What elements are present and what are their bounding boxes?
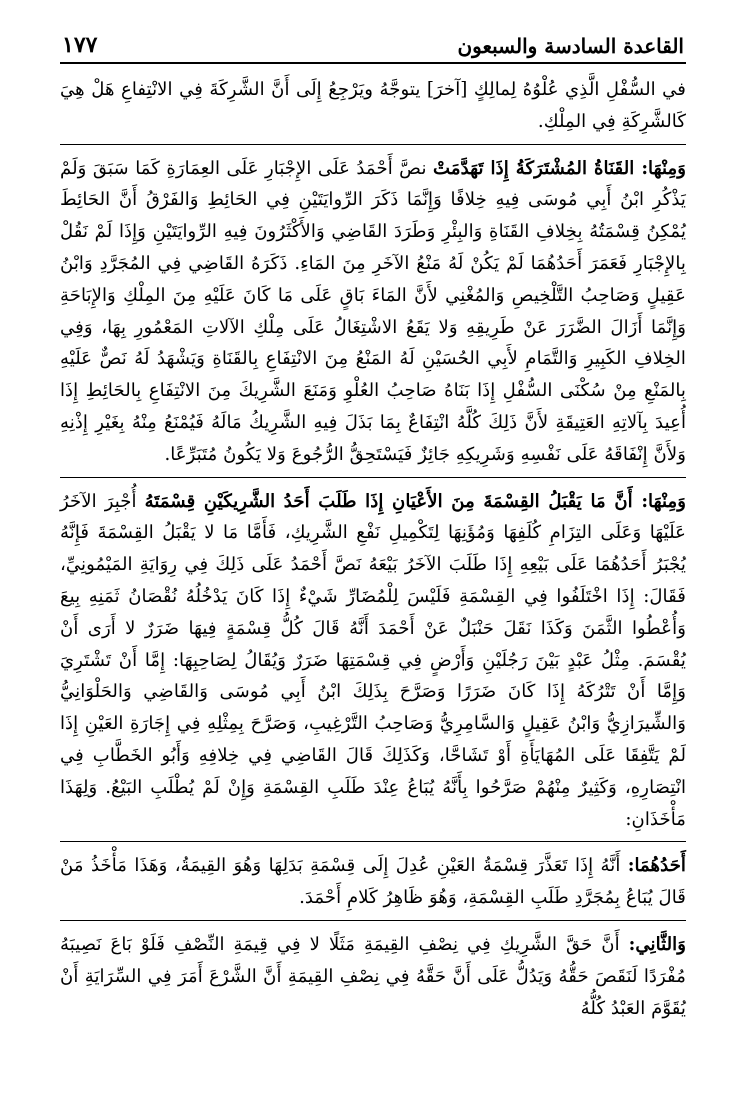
paragraph-text: أَنَّ حَقَّ الشَّرِيكِ فِي نِصْفِ القِيمَةِ مَثَلًا لا فِي قِيمَةِ النِّصْفِ فَلَوْ بَاعَ نَصِيبَهُ مُفْرَدًا لَنَقَصَ حَقُّهُ وَيَدُلُّ عَلَى أَنَّ حَقَّهُ فِي نِصْفِ القِيمَةِ أَنَّ الشَّرْعَ أَمَرَ فِي السِّرَايَةِ أَنْ يُقَوَّمَ العَبْدُ كُلُّهُ xyxy=(60,933,686,1019)
paragraph-text: نصَّ أَحْمَدُ عَلَى الإِجْبَارِ عَلَى العِمَارَةِ كَمَا سَبَقَ وَلَمْ يَذْكُرِ ابْنُ أَبِي مُوسَى فِيهِ خِلافًا وَإِنَّمَا ذَكَرَ الرِّوايَتَيْنِ فِي الحَائِطِ وَالفَرْقُ أَنَّ الحَائِطَ يُمْكِنُ قِسْمَتُهُ بِخِلافِ القَنَاةِ وَالبِئْرِ وَطَرَدَ القَاضِي وَالأَكْثَرُونَ فِيهِ الرِّوايَتَيْنِ وَإِذَا لَمْ نَقُلْ بِالإِجْبَارِ فَعَمَرَ أَحَدُهُمَا لَمْ يَكُنْ لَهُ مَنْعُ الآخَرِ مِنَ المَاءِ. ذَكَرَهُ القَاضِي فِي المُجَرَّدِ وَابْنُ عَقِيلٍ وَصَاحِبُ التَّلْخِيصِ وَالمُغْنِي لأَنَّ المَاءَ بَاقٍ عَلَى مَا كَانَ عَلَيْهِ مِنَ المِلْكِ وَالإِبَاحَةِ وَإِنَّمَا أَزَالَ الضَّرَرَ عَنْ طَرِيقِهِ وَلا يَقَعُ الاشْتِغَالُ عَلَى مِلْكِ الآلاتِ المَعْمُورِ بِهَا، وَفِي الخِلافِ الكَبِيرِ وَالتَّمَامِ لأَبِي الحُسَيْنِ لَهُ المَنْعُ مِنَ الانْتِفَاعِ بِالقَنَاةِ وَيَشْهَدُ لَهُ نَصٌّ عَلَيْهِ بِالمَنْعِ مِنْ سُكْنَى السُّفْلِ إِذَا بَنَاهُ صَاحِبُ العُلْوِ وَمَنَعَ الشَّرِيكَ مِنَ الانْتِفَاعِ بِالحَائِطِ إِذَا أُعِيدَ بِآلاتِهِ العَتِيقَةِ لأَنَّ ذَلِكَ كُلَّهُ انْتِفَاعٌ بِمَا بَذَلَ فِيهِ الشَّرِيكُ مَالَهُ فَيُمْنَعُ مِنْهُ بِغَيْرِ إِذْنِهِ وَلأَنَّ إِنْفَاقَهُ عَلَى نَفْسِهِ وَشَرِيكِهِ جَائِزٌ فَيَسْتَحِقُّ الرُّجُوعَ وَلا يَكُونُ مُتَبَرِّعًا. xyxy=(60,157,686,465)
paragraph xyxy=(60,929,686,1024)
paragraph xyxy=(60,486,686,836)
page-header xyxy=(60,28,686,64)
separator-rule xyxy=(60,477,686,478)
paragraph xyxy=(60,850,686,914)
separator-rule xyxy=(60,920,686,921)
paragraph xyxy=(60,153,686,471)
paragraph-lead: وَمِنْهَا: القَنَاةُ المُشْتَرَكَةُ إِذَا تَهَدَّمَتْ xyxy=(432,157,686,179)
running-title: القاعدة السادسة والسبعون xyxy=(457,34,684,58)
paragraph-text: أُجْبِرَ الآخَرُ عَلَيْهَا وَعَلَى التِزَامِ كُلَفِهَا وَمُؤَنِهَا لِتَكْمِيلِ نَفْعِ الشَّرِيكِ، فَأَمَّا مَا لا يَقْبَلُ القِسْمَةَ فَإِنَّهُ يُجْبَرُ أَحَدُهُمَا عَلَى بَيْعِهِ إِذَا طَلَبَ الآخَرُ بَيْعَهُ نَصَّ أَحْمَدُ عَلَى ذَلِكَ فِي رِوَايَةِ المَيْمُونِيِّ، فَقَالَ: إِذَا اخْتَلَفُوا فِي القِسْمَةِ فَلَيْسَ لِلْمُضَارِّ شَيْءٌ إِذَا كَانَ يَدْخُلُهُ نُقْصَانُ ثَمَنِهِ بِيعَ وَأُعْطُوا الثَّمَنَ وَكَذَا نَقَلَ حَنْبَلٌ عَنْ أَحْمَدَ أَنَّهُ قَالَ كُلُّ قِسْمَةٍ فِيهَا ضَرَرٌ لا أَرَى أَنْ يُقْسَمَ. مِثْلُ عَبْدٍ بَيْنَ رَجُلَيْنِ وَأَرْضٍ فِي قِسْمَتِهَا ضَرَرٌ وَيُقَالُ لِصَاحِبِهَا: إِمَّا أَنْ تَشْتَرِيَ وَإِمَّا أَنْ تَتْرُكَهُ إِذَا كَانَ ضَرَرًا وَصَرَّحَ بِذَلِكَ ابْنُ أَبِي مُوسَى وَالقَاضِي وَالحَلْوَانِيُّ وَالشِّيرَازِيُّ وَابْنُ عَقِيلٍ وَالسَّامِرِيُّ وَصَاحِبُ التَّرْغِيبِ، وَصَرَّحَ بِمِثْلِهِ فِي إِجَارَةِ العَيْنِ إِذَا لَمْ يَتَّفِقَا عَلَى المُهَايَأَةِ أَوْ تَشَاحَّا، وَكَذَلِكَ قَالَ القَاضِي فِي خِلافِهِ وَأَبُو الخَطَّابِ فِي انْتِصَارِهِ، وَكَثِيرٌ مِنْهُمْ صَرَّحُوا بِأَنَّهُ يُبَاعُ عِنْدَ طَلَبِ القِسْمَةِ وَإِنْ لَمْ يُطْلَبِ البَيْعُ. وَلِهَذَا مَأْخَذَانِ: xyxy=(60,490,686,830)
paragraph xyxy=(60,74,686,138)
paragraph-lead: وَالثَّانِي: xyxy=(628,933,686,955)
paragraph-lead: وَمِنْهَا: أَنَّ مَا يَقْبَلُ القِسْمَةَ مِنَ الأَعْيَانِ إِذَا طَلَبَ أَحَدُ الشَّرِيكَيْنِ قِسْمَتَهُ xyxy=(144,490,686,512)
separator-rule xyxy=(60,841,686,842)
page-body xyxy=(60,74,686,1024)
paragraph-text: أَنَّهُ إِذَا تَعَذَّرَ قِسْمَةُ العَيْنِ عُدِلَ إِلَى قِسْمَةِ بَدَلِهَا وَهُوَ القِيمَةُ، وَهَذَا مَأْخَذُ مَنْ قَالَ يُبَاعُ بِمُجَرَّدِ طَلَبِ القِسْمَةِ، وَهُوَ ظَاهِرُ كَلامِ أَحْمَدَ. xyxy=(60,855,686,909)
page-number: ١٧٧ xyxy=(62,32,98,58)
paragraph-text: في السُّفْلِ الَّذِي عُلْوُهُ لِمالِكٍ [آخرَ] يتوجَّهُ ويَرْجِعُ إِلَى أَنَّ الشَّرِكَةَ فِي الانْتِفاعِ هَلْ هِيَ كَالشَّرِكَةِ فِي المِلْكِ. xyxy=(60,79,686,132)
separator-rule xyxy=(60,144,686,145)
paragraph-lead: أَحَدُهُمَا: xyxy=(627,855,686,877)
